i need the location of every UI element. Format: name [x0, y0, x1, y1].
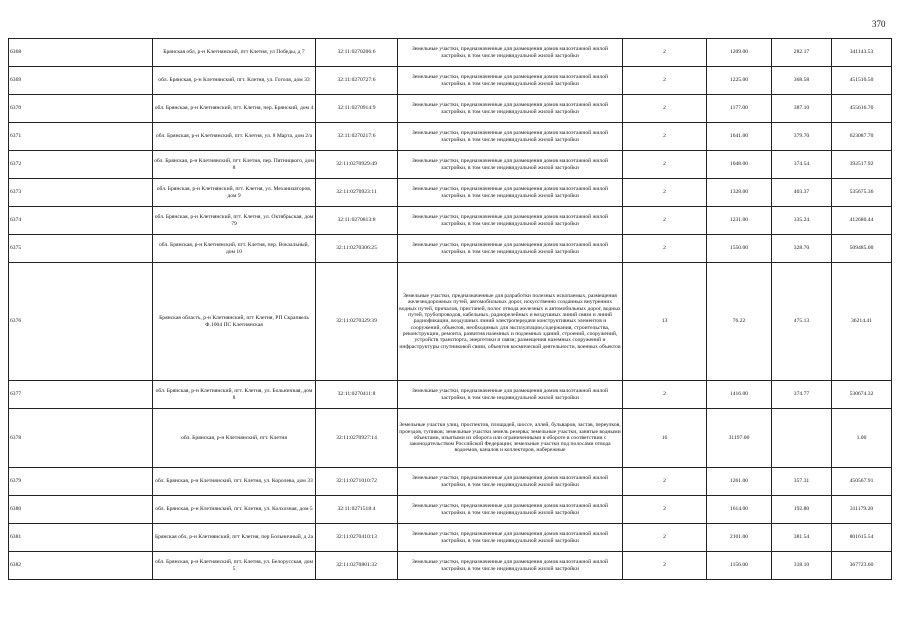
land-use-cell: Земельные участки, предназначенные для размещения домов малоэтажной жилой застройки, в том числе индивидуальной жилой застройки: [398, 207, 623, 235]
specific-value-cell: 403.37: [772, 179, 832, 207]
cadastral-value-cell: 623087.70: [832, 123, 892, 151]
address-cell: Брянская обл, р-н Клетнянский, пгт Клетня, ул Победы, д 7: [153, 39, 316, 67]
area-cell: 31197.00: [707, 409, 772, 468]
use-group-cell: 16: [623, 409, 707, 468]
row-number-cell: 6375: [9, 235, 153, 263]
table-row: [9, 235, 892, 263]
table-row: [9, 179, 892, 207]
specific-value-cell: 374.77: [772, 381, 832, 409]
table-row: [9, 381, 892, 409]
cadastral-number-cell: 32:11:0270914:9: [316, 95, 398, 123]
cadastral-value-table: [8, 38, 892, 580]
land-use-cell: Земельные участки, предназначенные для размещения домов малоэтажной жилой застройки, в том числе индивидуальной жилой застройки: [398, 381, 623, 409]
cadastral-number-cell: 32:11:0270206:6: [316, 39, 398, 67]
use-group-cell: 2: [623, 151, 707, 179]
row-number-cell: 6379: [9, 468, 153, 496]
cadastral-value-cell: 801615.54: [832, 524, 892, 552]
address-cell: обл. Брянская, р-н Клетнянский, пгт. Клетня, ул. Больничная, дом 8: [153, 381, 316, 409]
specific-value-cell: [772, 409, 832, 468]
use-group-cell: 2: [623, 67, 707, 95]
row-number-cell: 6369: [9, 67, 153, 95]
area-cell: 1209.00: [707, 39, 772, 67]
address-cell: Брянская область, р-н Клетнянский, пгт Клетня, РП Скрапвель Ф.1004 ПС Клетнянская: [153, 263, 316, 381]
area-cell: 1328.00: [707, 179, 772, 207]
land-use-cell: Земельные участки, предназначенные для размещения домов малоэтажной жилой застройки, в том числе индивидуальной жилой застройки: [398, 39, 623, 67]
table-row: [9, 39, 892, 67]
use-group-cell: 2: [623, 179, 707, 207]
area-cell: 2101.00: [707, 524, 772, 552]
area-cell: 1177.00: [707, 95, 772, 123]
table-row: [9, 95, 892, 123]
address-cell: обл. Брянская, р-н Клетнянский, пгт. Клетня, ул. Колхозная, дом 5: [153, 496, 316, 524]
area-cell: 1641.00: [707, 123, 772, 151]
table-row: [9, 263, 892, 381]
row-number-cell: 6381: [9, 524, 153, 552]
specific-value-cell: 368.58: [772, 67, 832, 95]
use-group-cell: 2: [623, 95, 707, 123]
land-use-cell: Земельные участки, предназначенные для разработки полезных ископаемых, размещения железнодорожных путей, автомобильных дорог, искусственно созданных внутренних водных путей, причалов, пристаней, полос отвода железных и автомобильных дорог, водных путей, трубопроводов, кабельных, радиорелейных и воздушных линий связи и линий радиофикации, воздушных линий электропередачи конструктивных элементов и сооружений, объектов, необходимых для эксплуатации,содержания, строительства, реконструкции, ремонта, развития наземных и подземных зданий, строений, сооружений, устройств транспорта, энергетики и связи; размещения наземных сооружений и инфраструктуры спутниковой связи, объектов космической деятельности, военных объектов: [398, 263, 623, 381]
specific-value-cell: 475.13: [772, 263, 832, 381]
address-cell: обл. Брянская, р-н Клетнянский, пгт. Клетня, пер. Вокзальный, дом 10: [153, 235, 316, 263]
row-number-cell: 6376: [9, 263, 153, 381]
row-number-cell: 6373: [9, 179, 153, 207]
address-cell: обл. Брянская, р-н Клетнянский, пгт. Клетня, пер. Пятницкого, дом 8: [153, 151, 316, 179]
cadastral-value-cell: 36214.41: [832, 263, 892, 381]
address-cell: обл. Брянская, р-н Клетнянский, пгт. Клетня, ул. Гоголя, дом 33: [153, 67, 316, 95]
land-use-cell: Земельные участки, предназначенные для размещения домов малоэтажной жилой застройки, в том числе индивидуальной жилой застройки: [398, 123, 623, 151]
table-row: [9, 409, 892, 468]
area-cell: 1048.00: [707, 151, 772, 179]
cadastral-number-cell: 32:11:0270929:49: [316, 151, 398, 179]
specific-value-cell: 381.54: [772, 524, 832, 552]
cadastral-number-cell: 32:11:0270329:39: [316, 263, 398, 381]
land-use-cell: Земельные участки, предназначенные для размещения домов малоэтажной жилой застройки, в том числе индивидуальной жилой застройки: [398, 552, 623, 580]
area-cell: 76.22: [707, 263, 772, 381]
specific-value-cell: 374.54: [772, 151, 832, 179]
specific-value-cell: 387.10: [772, 95, 832, 123]
use-group-cell: 2: [623, 235, 707, 263]
table-body: [9, 39, 892, 580]
use-group-cell: 2: [623, 381, 707, 409]
land-use-cell: Земельные участки, предназначенные для размещения домов малоэтажной жилой застройки, в том числе индивидуальной жилой застройки: [398, 67, 623, 95]
address-cell: обл. Брянская, р-н Клетнянский, пгт. Клетня, ул. Октябрьская, дом 79: [153, 207, 316, 235]
area-cell: 1550.00: [707, 235, 772, 263]
cadastral-number-cell: 32:11:0271518:4: [316, 496, 398, 524]
use-group-cell: 2: [623, 524, 707, 552]
specific-value-cell: 379.70: [772, 123, 832, 151]
specific-value-cell: 335.24: [772, 207, 832, 235]
row-number-cell: 6374: [9, 207, 153, 235]
cadastral-value-cell: 1.00: [832, 409, 892, 468]
land-use-cell: Земельные участки, предназначенные для размещения домов малоэтажной жилой застройки, в том числе индивидуальной жилой застройки: [398, 496, 623, 524]
cadastral-number-cell: 32:11:0270923:11: [316, 179, 398, 207]
cadastral-value-cell: 367723.60: [832, 552, 892, 580]
table-row: [9, 524, 892, 552]
cadastral-value-cell: 392517.92: [832, 151, 892, 179]
table-row: [9, 468, 892, 496]
row-number-cell: 6370: [9, 95, 153, 123]
address-cell: обл. Брянская, р-н Клетнянский, пгт. Клетня, пер. Брянский, дом 4: [153, 95, 316, 123]
cadastral-value-cell: 450567.91: [832, 468, 892, 496]
cadastral-value-cell: 535675.36: [832, 179, 892, 207]
cadastral-number-cell: 32:11:0270927:14: [316, 409, 398, 468]
address-cell: обл. Брянская, р-н Клетнянский, пгт. Клетня, ул. Белорусская, дом 5: [153, 552, 316, 580]
area-cell: 1416.00: [707, 381, 772, 409]
cadastral-number-cell: 32:11:0270217:6: [316, 123, 398, 151]
table-row: [9, 207, 892, 235]
use-group-cell: 2: [623, 39, 707, 67]
land-use-cell: Земельные участки, предназначенные для размещения домов малоэтажной жилой застройки, в том числе индивидуальной жилой застройки: [398, 235, 623, 263]
row-number-cell: 6380: [9, 496, 153, 524]
cadastral-value-cell: 455616.70: [832, 95, 892, 123]
address-cell: обл. Брянская, р-н Клетнянский, пгт. Клетня, ул. 8 Марта, дом 2/а: [153, 123, 316, 151]
table-row: [9, 496, 892, 524]
address-cell: обл. Брянская, р-н Клетнянский, пгт. Клетня, ул. Механизаторов, дом 9: [153, 179, 316, 207]
area-cell: 1614.00: [707, 496, 772, 524]
cadastral-value-cell: 341143.53: [832, 39, 892, 67]
table-row: [9, 67, 892, 95]
use-group-cell: 13: [623, 263, 707, 381]
specific-value-cell: 318.10: [772, 552, 832, 580]
table-row: [9, 151, 892, 179]
row-number-cell: 6371: [9, 123, 153, 151]
address-cell: обл. Брянская, р-н Клетнянский, пгт. Клетня: [153, 409, 316, 468]
land-use-cell: Земельные участки, предназначенные для размещения домов малоэтажной жилой застройки, в том числе индивидуальной жилой застройки: [398, 151, 623, 179]
land-use-cell: Земельные участки, предназначенные для размещения домов малоэтажной жилой застройки, в том числе индивидуальной жилой застройки: [398, 468, 623, 496]
cadastral-number-cell: 32:11:0270411:8: [316, 381, 398, 409]
land-use-cell: Земельные участки, предназначенные для размещения домов малоэтажной жилой застройки, в том числе индивидуальной жилой застройки: [398, 524, 623, 552]
cadastral-value-cell: 451510.50: [832, 67, 892, 95]
cadastral-number-cell: 32:11:0270306:25: [316, 235, 398, 263]
land-use-cell: Земельные участки, предназначенные для размещения домов малоэтажной жилой застройки, в том числе индивидуальной жилой застройки: [398, 95, 623, 123]
use-group-cell: 2: [623, 207, 707, 235]
page-number: 370: [872, 19, 886, 29]
specific-value-cell: 357.31: [772, 468, 832, 496]
cadastral-value-cell: 311179.20: [832, 496, 892, 524]
row-number-cell: 6382: [9, 552, 153, 580]
cadastral-value-cell: 412680.44: [832, 207, 892, 235]
use-group-cell: 2: [623, 496, 707, 524]
area-cell: 1156.00: [707, 552, 772, 580]
use-group-cell: 2: [623, 123, 707, 151]
cadastral-number-cell: 32:11:0270410:13: [316, 524, 398, 552]
specific-value-cell: 282.17: [772, 39, 832, 67]
row-number-cell: 6378: [9, 409, 153, 468]
land-use-cell: Земельные участки улиц, проспектов, площадей, шоссе, аллей, бульваров, застав, переулков, проездов, тупиков; земельные участки земель резерва; земельные участки, занятые водными объектами, изъятыми из оборота или ограниченными в обороте в соответствии с законодательством Российской Федерации; земельные участки под полосами отвода водоемов, каналов и коллекторов, набережные: [398, 409, 623, 468]
area-cell: 1261.00: [707, 468, 772, 496]
area-cell: 1231.00: [707, 207, 772, 235]
specific-value-cell: 192.80: [772, 496, 832, 524]
land-use-cell: Земельные участки, предназначенные для размещения домов малоэтажной жилой застройки, в том числе индивидуальной жилой застройки: [398, 179, 623, 207]
row-number-cell: 6377: [9, 381, 153, 409]
cadastral-number-cell: 32:11:0270727:6: [316, 67, 398, 95]
area-cell: 1225.00: [707, 67, 772, 95]
address-cell: Брянская обл, р-н Клетнянский, пгт Клетня, пер Больничный, д 2а: [153, 524, 316, 552]
table-row: [9, 123, 892, 151]
cadastral-number-cell: 32:11:0270813:8: [316, 207, 398, 235]
table-row: [9, 552, 892, 580]
specific-value-cell: 328.70: [772, 235, 832, 263]
row-number-cell: 6372: [9, 151, 153, 179]
cadastral-number-cell: 32:11:0270801:32: [316, 552, 398, 580]
address-cell: обл. Брянская, р-н Клетнянский, пгт. Клетня, ул. Королева, дом 33: [153, 468, 316, 496]
use-group-cell: 2: [623, 468, 707, 496]
row-number-cell: 6368: [9, 39, 153, 67]
cadastral-value-cell: 509485.00: [832, 235, 892, 263]
cadastral-value-cell: 530674.32: [832, 381, 892, 409]
use-group-cell: 2: [623, 552, 707, 580]
cadastral-number-cell: 32:11:0271010:72: [316, 468, 398, 496]
